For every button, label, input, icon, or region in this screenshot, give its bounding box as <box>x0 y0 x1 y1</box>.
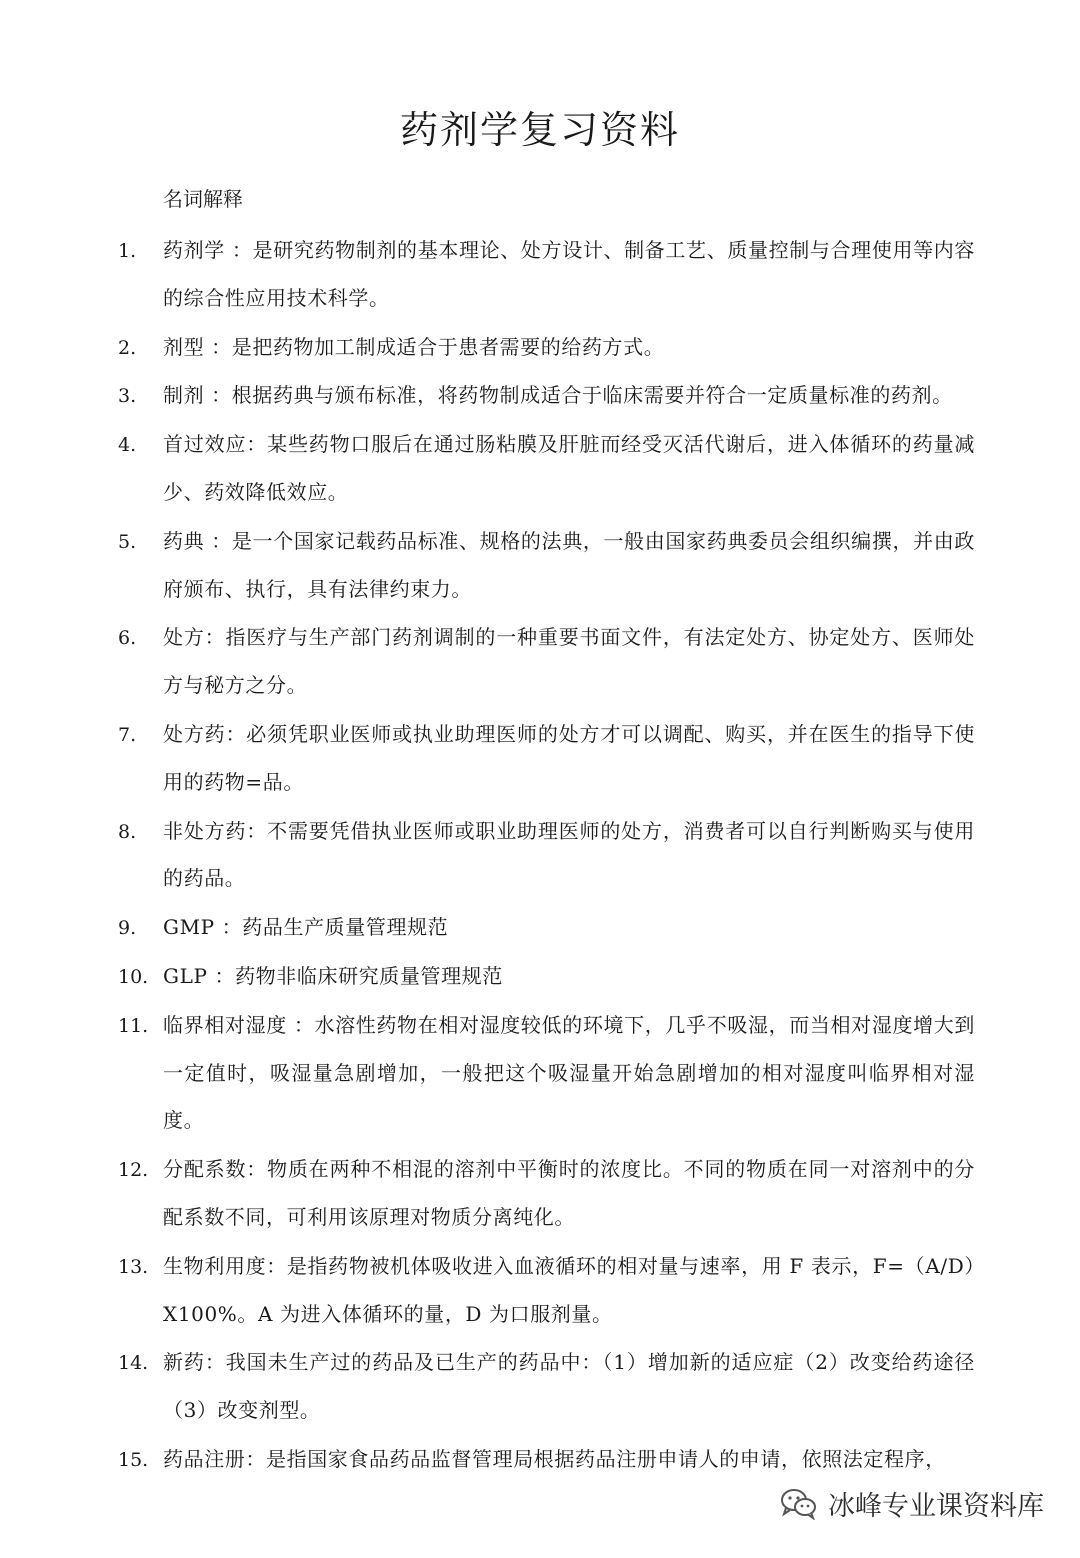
item-text: 非处方药：不需要凭借执业医师或职业助理医师的处方，消费者可以自行判断购买与使用的药品。 <box>163 818 975 891</box>
list-item <box>0 1146 1080 1242</box>
item-text: 分配系数：物质在两种不相混的溶剂中平衡时的浓度比。不同的物质在同一对溶剂中的分配系数不同，可利用该原理对物质分离纯化。 <box>163 1157 975 1229</box>
page-title: 药剂学复习资料 <box>399 108 680 152</box>
watermark <box>780 1484 1044 1523</box>
item-text: 处方药：必须凭职业医师或执业助理医师的处方才可以调配、购买，并在医生的指导下使用的药物=品。 <box>163 721 975 794</box>
list-item <box>0 1002 1080 1145</box>
item-number: 4. <box>118 434 137 457</box>
list-item <box>0 421 1080 517</box>
item-text: GLP ：药物非临床研究质量管理规范 <box>163 963 503 988</box>
item-text: 新药：我国未生产过的药品及已生产的药品中：（1）增加新的适应症（2）改变给药途径（3）改变剂型。 <box>163 1350 975 1423</box>
list-item <box>0 518 1080 614</box>
item-text: GMP ：药品生产质量管理规范 <box>163 915 449 940</box>
item-number: 10. <box>118 965 149 988</box>
item-number: 15. <box>118 1448 149 1471</box>
list-item <box>0 1436 1080 1484</box>
item-number: 2. <box>118 336 137 359</box>
item-text: 临界相对湿度 ：水溶性药物在相对湿度较低的环境下，几乎不吸湿，而当相对湿度增大到一定值时，吸湿量急剧增加，一般把这个吸湿量开始急剧增加的相对湿度叫临界相对湿度。 <box>163 1012 975 1133</box>
item-text: 处方：指医疗与生产部门药剂调制的一种重要书面文件，有法定处方、协定处方、医师处方与秘方之分。 <box>163 625 975 698</box>
list-item <box>0 372 1080 420</box>
item-number: 1. <box>118 240 137 262</box>
watermark-text: 冰峰专业课资料库 <box>828 1491 1044 1522</box>
list-item <box>0 614 1080 710</box>
list-item <box>0 227 1080 323</box>
list-item <box>0 904 1080 952</box>
list-item <box>0 808 1080 904</box>
list-item <box>0 1243 1080 1339</box>
item-text: 首过效应：某些药物口服后在通过肠粘膜及肝脏而经受灭活代谢后，进入体循环的药量减少、药效降低效应。 <box>163 432 975 504</box>
list-item <box>0 1339 1080 1435</box>
list-item <box>0 953 1080 1001</box>
item-number: 11. <box>118 1014 149 1037</box>
item-number: 6. <box>118 627 137 650</box>
item-text: 生物利用度：是指药物被机体吸收进入血液循环的相对量与速率，用 F 表示，F=（A/D）X100%。A 为进入体循环的量，D 为口服剂量。 <box>163 1253 975 1326</box>
item-number: 9. <box>118 917 137 940</box>
item-number: 3. <box>118 385 137 408</box>
item-text: 药品注册：是指国家食品药品监督管理局根据药品注册申请人的申请，依照法定程序， <box>163 1446 946 1471</box>
item-number: 8. <box>118 820 137 843</box>
item-number: 12. <box>118 1159 149 1182</box>
list-item <box>0 324 1080 372</box>
list-item <box>0 711 1080 807</box>
item-text: 药典 ：是一个国家记载药品标准、规格的法典，一般由国家药典委员会组织编撰，并由政府颁布、执行，具有法律约束力。 <box>163 528 975 601</box>
item-number: 7. <box>118 723 137 746</box>
section-heading: 名词解释 <box>163 187 243 211</box>
wechat-icon <box>780 1488 818 1520</box>
item-text: 制剂 ：根据药典与颁布标准，将药物制成适合于临床需要并符合一定质量标准的药剂。 <box>163 383 953 408</box>
item-text: 药剂学 ：是研究药物制剂的基本理论、处方设计、制备工艺、质量控制与合理使用等内容的综合性应用技术科学。 <box>163 238 975 310</box>
term-list <box>0 227 1080 1485</box>
item-number: 13. <box>118 1255 149 1278</box>
item-text: 剂型 ：是把药物加工制成适合于患者需要的给药方式。 <box>163 334 665 359</box>
item-number: 5. <box>118 530 137 553</box>
item-number: 14. <box>118 1352 149 1375</box>
